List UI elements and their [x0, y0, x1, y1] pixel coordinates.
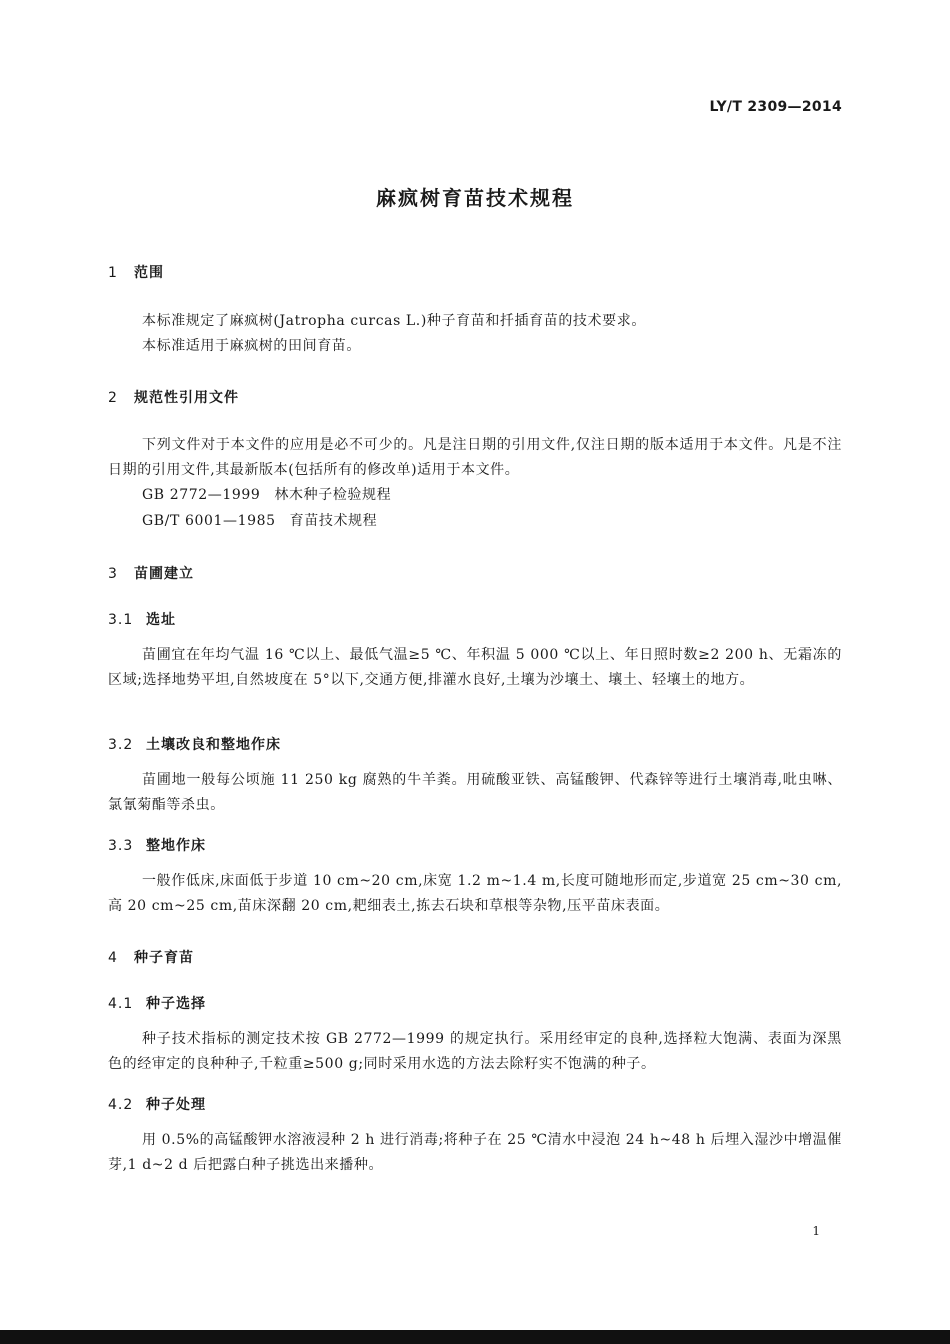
paragraph: 苗圃地一般每公顷施 11 250 kg 腐熟的牛羊粪。用硫酸亚铁、高锰酸钾、代森锌等进行土壤消毒,吡虫啉、氯氰菊酯等杀虫。 — [108, 772, 842, 813]
section-number: 3 — [108, 566, 118, 582]
subsection-4-2-heading — [108, 1094, 206, 1114]
subsection-3-2-heading — [108, 734, 281, 754]
subsection-title: 土壤改良和整地作床 — [146, 737, 281, 753]
section-title: 苗圃建立 — [134, 566, 194, 582]
subsection-number: 3.1 — [108, 612, 134, 628]
paragraph: 种子技术指标的测定技术按 GB 2772—1999 的规定执行。采用经审定的良种,选择粒大饱满、表面为深黑色的经审定的良种种子,千粒重≥500 g;同时采用水选的方法去除籽实不饱满的种子。 — [108, 1031, 842, 1072]
reference-name: 林木种子检验规程 — [274, 487, 392, 503]
paragraph: 本标准适用于麻疯树的田间育苗。 — [142, 338, 361, 354]
reference-code: GB 2772—1999 — [142, 487, 261, 503]
section-4-heading — [108, 947, 194, 967]
subsection-3-3-heading — [108, 835, 206, 855]
section-number: 1 — [108, 265, 118, 281]
section-2-heading — [108, 387, 239, 407]
paragraph: 用 0.5%的高锰酸钾水溶液浸种 2 h 进行消毒;将种子在 25 ℃清水中浸泡 24 h~48 h 后埋入湿沙中增温催芽,1 d~2 d 后把露白种子挑选出来播种。 — [108, 1132, 842, 1173]
reference-name: 育苗技术规程 — [289, 513, 378, 529]
subsection-number: 3.3 — [108, 838, 134, 854]
reference-code: GB/T 6001—1985 — [142, 513, 276, 529]
document-title: 麻疯树育苗技术规程 — [376, 186, 574, 210]
paragraph: 下列文件对于本文件的应用是必不可少的。凡是注日期的引用文件,仅注日期的版本适用于本文件。凡是不注日期的引用文件,其最新版本(包括所有的修改单)适用于本文件。 — [108, 437, 842, 478]
section-title: 规范性引用文件 — [134, 390, 239, 406]
reference-item — [142, 509, 377, 534]
standard-code: LY/T 2309—2014 — [709, 99, 842, 115]
subsection-title: 选址 — [146, 612, 176, 628]
subsection-4-1-heading — [108, 993, 206, 1013]
section-3-heading — [108, 563, 194, 583]
subsection-title: 种子选择 — [146, 996, 206, 1012]
paragraph: 本标准规定了麻疯树(Jatropha curcas L.)种子育苗和扦插育苗的技术要求。 — [142, 313, 646, 329]
bottom-edge-bar — [0, 1330, 950, 1344]
section-number: 4 — [108, 950, 118, 966]
subsection-title: 整地作床 — [146, 838, 206, 854]
section-number: 2 — [108, 390, 118, 406]
paragraph: 苗圃宜在年均气温 16 ℃以上、最低气温≥5 ℃、年积温 5 000 ℃以上、年日照时数≥2 200 h、无霜冻的区域;选择地势平坦,自然坡度在 5°以下,交通方便,排灌水良好,土壤为沙壤土、壤土、轻壤土的地方。 — [108, 647, 842, 688]
subsection-number: 3.2 — [108, 737, 134, 753]
subsection-3-1-heading — [108, 609, 176, 629]
page-number: 1 — [812, 1224, 820, 1238]
subsection-number: 4.1 — [108, 996, 134, 1012]
paragraph: 一般作低床,床面低于步道 10 cm~20 cm,床宽 1.2 m~1.4 m,长度可随地形而定,步道宽 25 cm~30 cm,高 20 cm~25 cm,苗床深翻 20 cm,耙细表土,拣去石块和草根等杂物,压平苗床表面。 — [108, 873, 842, 914]
section-1-heading — [108, 262, 164, 282]
subsection-number: 4.2 — [108, 1097, 134, 1113]
section-title: 范围 — [134, 265, 164, 281]
section-title: 种子育苗 — [134, 950, 194, 966]
subsection-title: 种子处理 — [146, 1097, 206, 1113]
reference-item — [142, 483, 391, 508]
